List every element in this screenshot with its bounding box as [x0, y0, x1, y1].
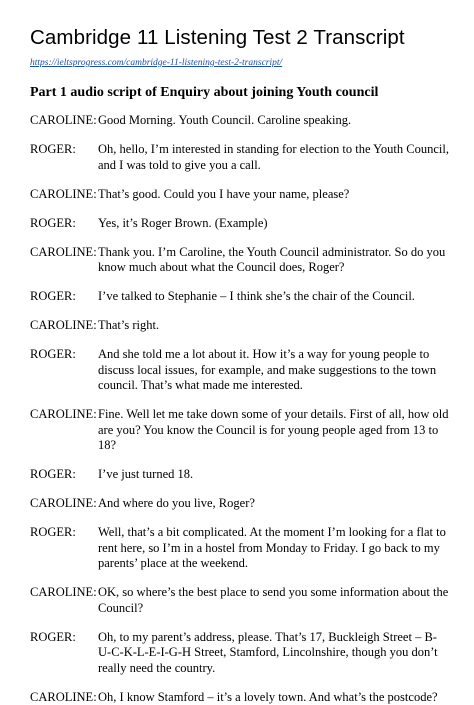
speaker-name: ROGER:: [30, 347, 98, 394]
dialogue-turn: [30, 318, 450, 334]
dialogue-turn: [30, 113, 450, 129]
dialogue-line: Oh, to my parent’s address, please. That’s 17, Buckleigh Street – B-U-C-K-L-E-I-G-H Street, Stamford, Lincolnshire, though you don’t really need the country.: [98, 630, 450, 677]
dialogue-line: And she told me a lot about it. How it’s a way for young people to discuss local issues, for example, and make suggestions to the town council. That’s what made me interested.: [98, 347, 450, 394]
dialogue-line: Well, that’s a bit complicated. At the moment I’m looking for a flat to rent here, so I’m in a hostel from Monday to Friday. I go back to my parents’ place at the weekend.: [98, 525, 450, 572]
dialogue-line: Yes, it’s Roger Brown. (Example): [98, 216, 450, 232]
dialogue-line: That’s right.: [98, 318, 450, 334]
dialogue-turn: [30, 187, 450, 203]
dialogue-turn: [30, 289, 450, 305]
speaker-name: CAROLINE:: [30, 407, 98, 454]
source-link[interactable]: https://ieltsprogress.com/cambridge-11-listening-test-2-transcript/: [30, 57, 450, 70]
speaker-name: CAROLINE:: [30, 690, 98, 705]
dialogue-turn: [30, 496, 450, 512]
speaker-name: CAROLINE:: [30, 585, 98, 616]
dialogue-line: That’s good. Could you I have your name, please?: [98, 187, 450, 203]
dialogue-line: Oh, I know Stamford – it’s a lovely town. And what’s the postcode?: [98, 690, 450, 705]
dialogue-turn: [30, 216, 450, 232]
speaker-name: ROGER:: [30, 289, 98, 305]
speaker-name: ROGER:: [30, 525, 98, 572]
dialogue-turn: [30, 690, 450, 705]
dialogue-turn: [30, 142, 450, 173]
dialogue-line: I’ve talked to Stephanie – I think she’s the chair of the Council.: [98, 289, 450, 305]
dialogue-line: OK, so where’s the best place to send you some information about the Council?: [98, 585, 450, 616]
dialogue-line: Fine. Well let me take down some of your details. First of all, how old are you? You know the Council is for young people aged from 13 to 18?: [98, 407, 450, 454]
speaker-name: CAROLINE:: [30, 187, 98, 203]
dialogue-turn: [30, 630, 450, 677]
speaker-name: CAROLINE:: [30, 318, 98, 334]
dialogue-turn: [30, 525, 450, 572]
dialogue-turn: [30, 347, 450, 394]
dialogue-line: And where do you live, Roger?: [98, 496, 450, 512]
dialogue-turn: [30, 245, 450, 276]
dialogue-turn: [30, 407, 450, 454]
dialogue-line: Good Morning. Youth Council. Caroline speaking.: [98, 113, 450, 129]
speaker-name: CAROLINE:: [30, 113, 98, 129]
speaker-name: CAROLINE:: [30, 496, 98, 512]
dialogue-line: I’ve just turned 18.: [98, 467, 450, 483]
speaker-name: ROGER:: [30, 142, 98, 173]
speaker-name: ROGER:: [30, 630, 98, 677]
dialogue-line: Oh, hello, I’m interested in standing for election to the Youth Council, and I was told to give you a call.: [98, 142, 450, 173]
part-heading: Part 1 audio script of Enquiry about joining Youth council: [30, 84, 450, 102]
dialogue: [30, 113, 450, 705]
speaker-name: ROGER:: [30, 216, 98, 232]
speaker-name: ROGER:: [30, 467, 98, 483]
document-title: Cambridge 11 Listening Test 2 Transcript: [30, 25, 450, 51]
dialogue-turn: [30, 585, 450, 616]
dialogue-line: Thank you. I’m Caroline, the Youth Council administrator. So do you know much about what the Council does, Roger?: [98, 245, 450, 276]
speaker-name: CAROLINE:: [30, 245, 98, 276]
dialogue-turn: [30, 467, 450, 483]
